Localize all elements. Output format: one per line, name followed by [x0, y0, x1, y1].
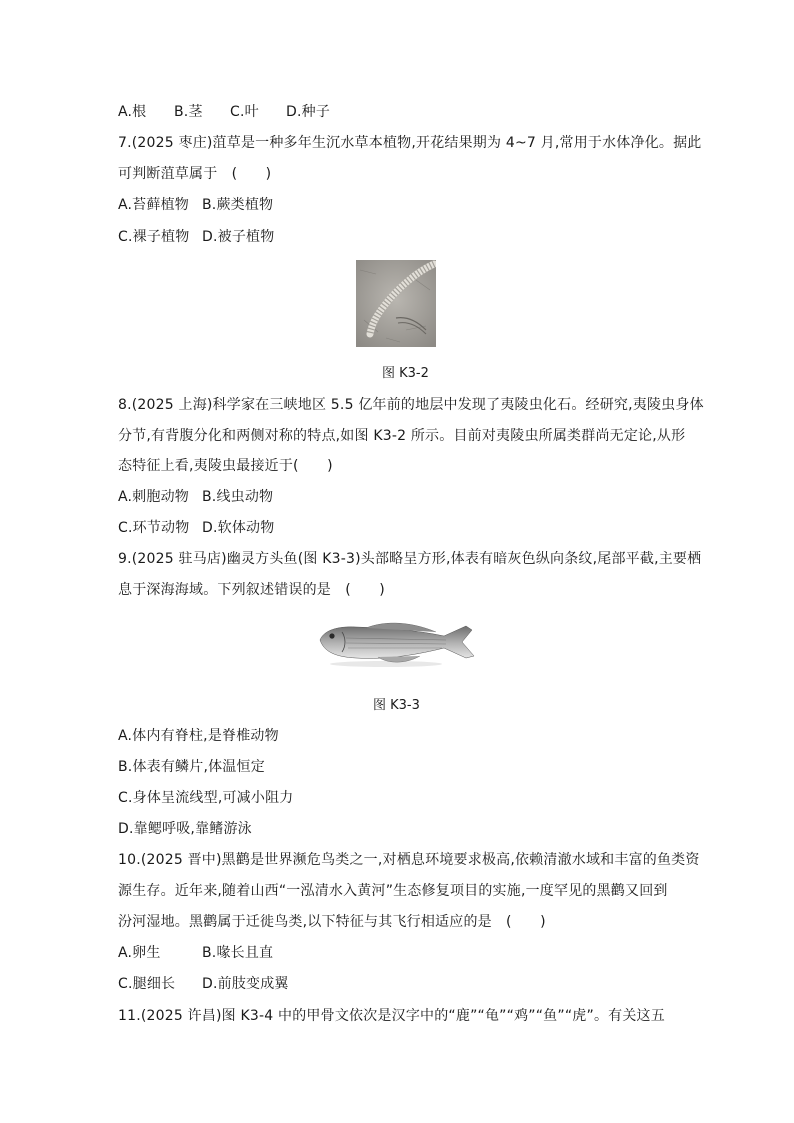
q8-stem-line2: 分节,有背腹分化和两侧对称的特点,如图 K3-2 所示。目前对夷陵虫所属类群尚无定论,从形 [118, 428, 686, 444]
q7-option-c: C.裸子植物 [118, 229, 190, 245]
q7-stem-line1: 7.(2025 枣庄)菹草是一种多年生沉水草本植物,开花结果期为 4~7 月,常用于水体净化。据此 [118, 135, 702, 151]
q8-option-a: A.刺胞动物 [118, 489, 189, 505]
q10-stem-line2: 源生存。近年来,随着山西“一泓清水入黄河”生态修复项目的实施,一度罕见的黑鹳又回到 [118, 883, 668, 899]
q6-option-d: D.种子 [286, 104, 331, 120]
q7-option-d: D.被子植物 [202, 229, 275, 245]
q9-option-c: C.身体呈流线型,可减小阻力 [118, 790, 294, 806]
q10-stem-line1: 10.(2025 晋中)黑鹳是世界濒危鸟类之一,对栖息环境要求极高,依赖清澈水域和丰富的鱼类资 [118, 852, 700, 868]
q10-option-c: C.腿细长 [118, 976, 176, 992]
figure-caption-k3-3: 图 K3-3 [373, 698, 420, 713]
q6-options [118, 102, 330, 122]
fossil-image-k3-2 [356, 260, 436, 347]
q11-stem-line1: 11.(2025 许昌)图 K3-4 中的甲骨文依次是汉字中的“鹿”“龟”“鸡”“鱼”“虎”。有关这五 [118, 1008, 665, 1024]
q9-option-b: B.体表有鳞片,体温恒定 [118, 759, 265, 775]
q8-option-b: B.线虫动物 [202, 489, 274, 505]
q6-option-c: C.叶 [230, 104, 259, 120]
q10-stem-line3: 汾河湿地。黑鹳属于迁徙鸟类,以下特征与其飞行相适应的是 ( ) [118, 914, 546, 930]
q7-stem-line2: 可判断菹草属于 ( ) [118, 166, 272, 182]
q9-stem-line1: 9.(2025 驻马店)幽灵方头鱼(图 K3-3)头部略呈方形,体表有暗灰色纵向条纹,尾部平截,主要栖 [118, 551, 702, 567]
q8-option-c: C.环节动物 [118, 520, 190, 536]
q7-option-b: B.蕨类植物 [202, 197, 274, 213]
q7-option-a: A.苔藓植物 [118, 197, 189, 213]
q6-option-b: B.茎 [174, 104, 203, 120]
q10-option-d: D.前肢变成翼 [202, 976, 289, 992]
fish-image-k3-3 [316, 618, 476, 668]
q8-stem-line1: 8.(2025 上海)科学家在三峡地区 5.5 亿年前的地层中发现了夷陵虫化石。经研究,夷陵虫身体 [118, 397, 704, 413]
q10-options-row2 [118, 974, 289, 994]
q8-options-row2 [118, 518, 274, 538]
figure-caption-k3-2: 图 K3-2 [382, 366, 429, 381]
q7-options-row1 [118, 195, 273, 215]
q7-options-row2 [118, 227, 274, 247]
q10-option-a: A.卵生 [118, 945, 161, 961]
q8-option-d: D.软体动物 [202, 520, 275, 536]
q9-stem-line2: 息于深海海域。下列叙述错误的是 ( ) [118, 582, 385, 598]
q10-option-b: B.喙长且直 [202, 945, 274, 961]
q8-options-row1 [118, 487, 273, 507]
q8-stem-line3: 态特征上看,夷陵虫最接近于( ) [118, 458, 333, 474]
q6-option-a: A.根 [118, 104, 147, 120]
q9-option-a: A.体内有脊柱,是脊椎动物 [118, 728, 279, 744]
q10-options-row1 [118, 943, 273, 963]
q9-option-d: D.靠鳃呼吸,靠鳍游泳 [118, 821, 252, 837]
